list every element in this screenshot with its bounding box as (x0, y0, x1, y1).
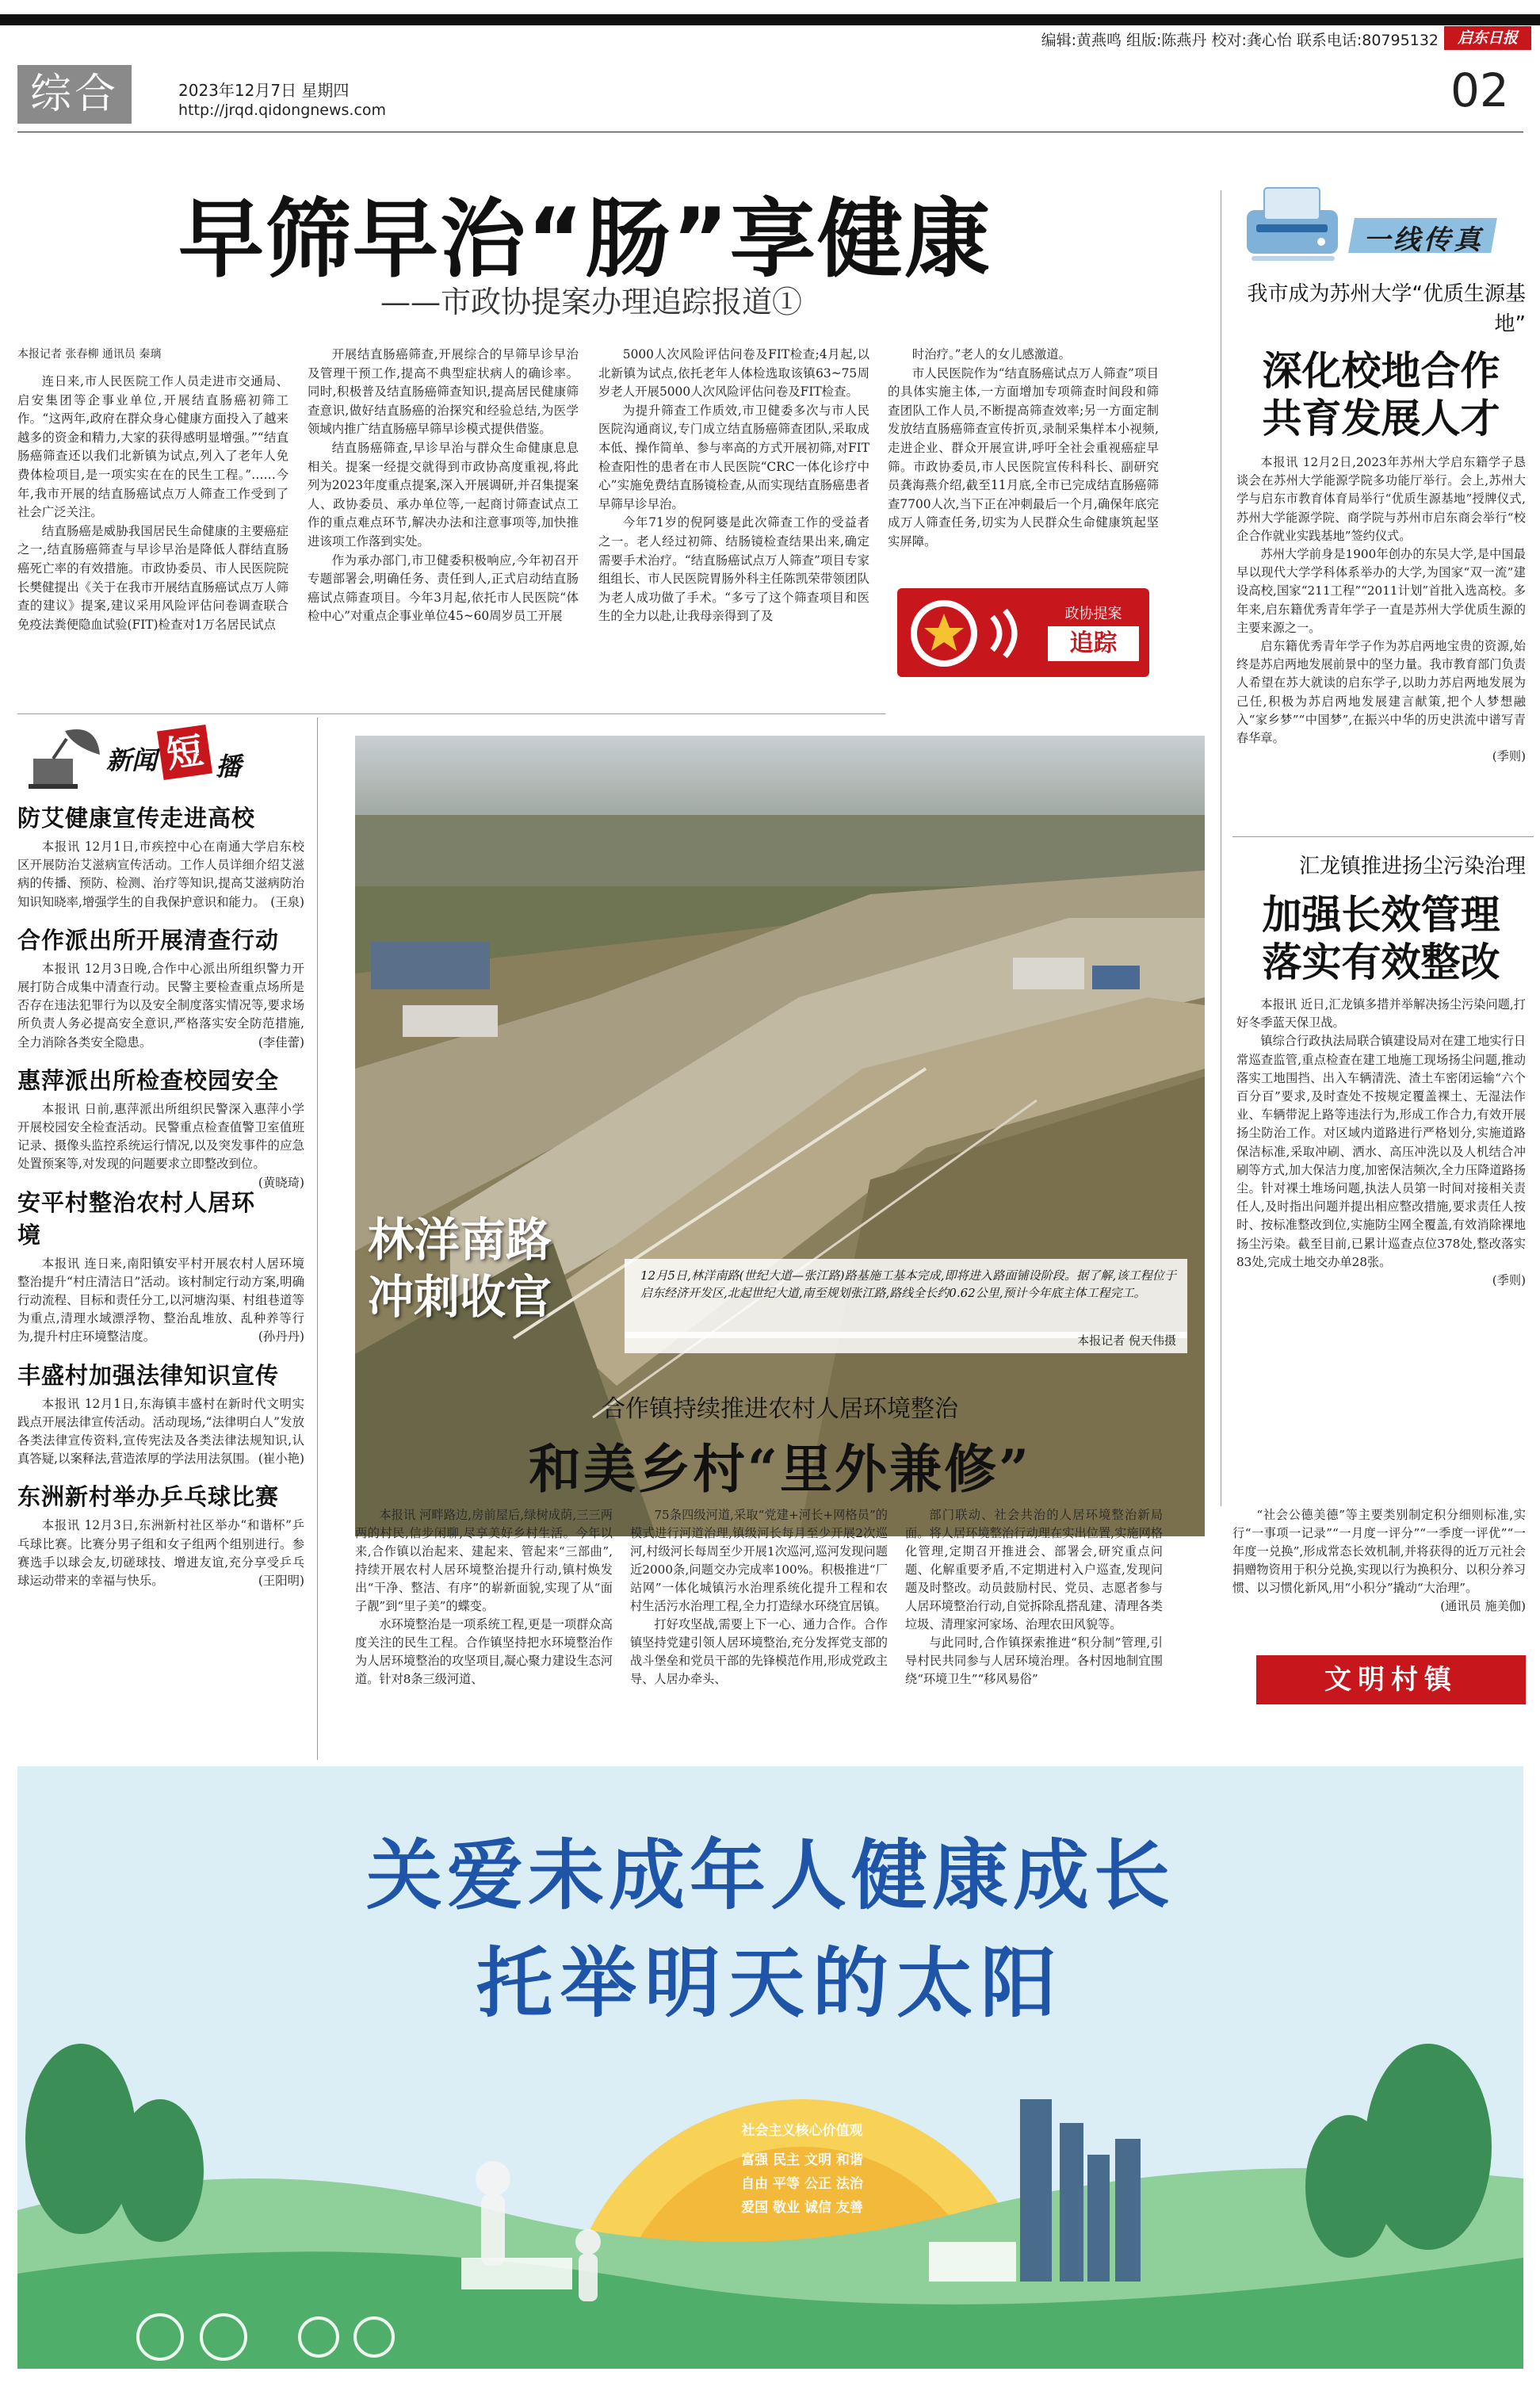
brief-author: (李佳蕾) (258, 1035, 304, 1050)
story2-title-2: 落实有效整改 (1262, 939, 1500, 985)
brief-item: 合作派出所开展清查行动 本报讯 12月3日晚,合作中心派出所组织警力开展打防合成集中清查行动。民警主要检查重点场所是否存在违法犯罪行为以及安全制度落实情况等,要求场所负责人务必提高安全意识,严格落实安全防范措施,全力消除各类安全隐患。 (李佳蕾) (17, 923, 304, 1052)
brief-author: (王阳明) (258, 1574, 304, 1589)
paragraph: 今年71岁的倪阿婆是此次筛查工作的受益者之一。老人经过初筛、结肠镜检查结果出来,确定需要手术治疗。“结直肠癌试点万人筛查”项目专家组组长、市人民医院胃肠外科主任陈凯荣带领团队为老人成功做了手术。“多亏了这个筛查项目和医生的全力以赴,让我母亲得到了及 (598, 515, 869, 624)
paragraph: 镇综合行政执法局联合镇建设局对在建工地实行日常巡查监管,重点检查在建工地施工现场扬尘问题,推动落实工地围挡、出入车辆清洗、渣土车密闭运输“六个百分百”要求,及时查处不按规定覆盖裸土、无湿法作业、车辆带泥上路等违法行为,形成工作合力,有效开展扬尘防治工作。对区域内道路进行严格划分,实施道路保洁标准,采取冲刷、洒水、高压冲洗以及人机结合冲刷等方式,加大保洁力度,加密保洁频次,全力压降道路扬尘。针对裸土堆场问题,执法人员第一时间对接相关责任人,及时指出问题并提出相应整改措施,要求责任人按时、按标准整改到位,实施防尘网全覆盖,有效消除裸地扬尘污染。截至目前,已累计巡查点位378处,整改落实83处,完成土地交办单28张。 (1236, 1034, 1526, 1269)
fax-machine-icon (1232, 178, 1351, 266)
brief-author: (黄晓琦) (258, 1175, 304, 1190)
banner-line-1: 关爱未成年人健康成长 (366, 1831, 1175, 1920)
lead-byline: 本报记者 张春柳 通讯员 秦璃 (17, 348, 162, 361)
brief-title: 防艾健康宣传走进高校 (17, 805, 256, 832)
story1-title-1: 深化校地合作 (1262, 348, 1500, 394)
brief-author: (孙丹丹) (258, 1329, 304, 1345)
signal-waves-icon (984, 607, 1032, 660)
story1-kicker: 我市成为苏州大学“优质生源基地” (1247, 282, 1526, 336)
photo-overlay-line-1: 林洋南路 (368, 1213, 552, 1267)
feature-title: 和美乡村“里外兼修” (529, 1438, 1031, 1500)
paragraph: “社会公德美德”等主要类别制定积分细则标准,实行“一事项一记录”“一月度一评分”“一季度一评优”“一年度一兑换”,形成常态长效机制,并将获得的近万元社会捐赠物资用于积分兑换,实现以行为换积分、以积分养习惯、以习惯化新风,用“小积分”撬动“大治理”。 (1232, 1508, 1526, 1595)
paragraph: 75条四级河道,采取“党建+河长+网格员”的模式进行河道治理,镇级河长每月至少开展2次巡河,村级河长每周至少开展1次巡河,巡河发现问题近2000条,问题交办完成率100%。积极推进“厂站网”一体化城镇污水治理系统化提升工程和农村生活污水治理工程,全力打造绿水环绕宜居镇。 (630, 1508, 888, 1613)
story2-author: (季则) (1492, 1273, 1526, 1288)
paragraph: 时治疗。”老人的女儿感激道。 (911, 347, 1072, 361)
frontline-header (1232, 178, 1534, 266)
news-briefs-logo-c: 播 (216, 752, 242, 782)
paragraph: 与此同时,合作镇探索推进“积分制”管理,引导村民共同参与人居环境治理。各村因地制宜围绕“环境卫生”“移风易俗” (905, 1635, 1163, 1686)
paragraph: 部门联动、社会共治的人居环境整治新局面。将人居环境整治行动理在实出位置,实施网格化管理,定期召开推进会、部署会,研究重点问题、化解重要矛盾,不定期进村入户巡查,发现问题及时整改。动员鼓励村民、党员、志愿者参与人居环境整治行动,自觉拆除乱搭乱建、清理各类垃圾、清理家河家场、治理农田风貌等。 (905, 1508, 1163, 1631)
brief-item: 东洲新村举办乒乓球比赛 本报讯 12月3日,东洲新村社区举办“和谐杯”乒乓球比赛。比赛分男子组和女子组两个组别进行。参赛选手以球会友,切磋球技、增进友谊,充分享受乒乓球运动带来的幸福与快乐。 (王阳明) (17, 1479, 304, 1590)
photo-overlay-line-2: 冲刺收官 (368, 1270, 552, 1324)
paragraph: 结直肠癌筛查,早诊早治与群众生命健康息息相关。提案一经提交就得到市政协高度重视,将此列为2023年度重点提案,深入开展调研,并召集提案人、政协委员、承办单位等,一起商讨筛查试点工作的重点难点环节,解决办法和注意事项等,加快推进该项工作落到实处。 (308, 440, 579, 549)
core-values-list (644, 2148, 961, 2220)
story2-kicker: 汇龙镇推进扬尘污染治理 (1298, 855, 1526, 878)
badge-top-label: 政协提案 (1064, 606, 1122, 622)
section-label: 综合 (17, 65, 132, 124)
paragraph: 本报讯 近日,汇龙镇多措并举解决扬尘污染问题,打好冬季蓝天保卫战。 (1236, 997, 1526, 1031)
story1-body (1236, 453, 1526, 766)
top-rule (0, 14, 1540, 25)
news-briefs-logo-b: 短 (157, 725, 212, 780)
brief-item: 丰盛村加强法律知识宣传 本报讯 12月1日,东海镇丰盛村在新时代文明实践点开展法律宣传活动。活动现场,“法律明白人”发放各类法律宣传资料,宣传宪法及各类法律法规知识,认真答疑,以案释法,营造浓厚的学法用法氛围。 (崔小艳) (17, 1358, 304, 1469)
lead-col-1 (17, 373, 289, 634)
photo-credit: 本报记者 倪天伟摄 (625, 1332, 1187, 1353)
core-values-row: 富强 民主 文明 和谐 (741, 2152, 863, 2168)
cppcc-tracking-badge (897, 588, 1149, 677)
public-service-banner (17, 1766, 1523, 2369)
news-briefs-logo-a: 新闻 (106, 745, 158, 775)
brief-item: 安平村整治农村人居环境 本报讯 连日来,南阳镇安平村开展农村人居环境整治提升“村庄清洁日”活动。该村制定行动方案,明确行动流程、目标和责任分工,以河塘沟渠、村组巷道等为重点,清理水域漂浮物、整治乱堆放、乱种养等行为,提升村庄环境整洁度。 (孙丹丹) (17, 1185, 304, 1347)
paragraph: 启东籍优秀青年学子作为苏启两地宝贵的资源,始终是苏启两地发展前景中的坚力量。我市教育部门负责人希望在苏大就读的启东学子,以助力苏启两地发展为己任,积极为苏启两地发展建言献策,把个人梦想融入“家乡梦”“中国梦”,在振兴中华的历史洪流中谱写青春华章。 (1236, 639, 1526, 746)
story2-body (1236, 996, 1526, 1290)
news-briefs-logo (17, 723, 319, 793)
core-values-title: 社会主义核心价值观 (741, 2123, 863, 2139)
paper-logo: 启东日报 (1444, 26, 1531, 50)
brief-title: 安平村整治农村人居环境 (17, 1188, 256, 1249)
brief-title: 惠萍派出所检查校园安全 (17, 1066, 280, 1094)
lead-subtitle: ——市政协提案办理追踪报道① (380, 285, 803, 319)
issue-date: 2023年12月7日 星期四 (178, 81, 350, 100)
core-values-row: 爱国 敬业 诚信 友善 (741, 2200, 863, 2216)
paragraph: 本报讯 河畔路边,房前屋后,绿树成荫,三三两两的村民,信步闲聊,尽享美好乡村生活。今年以来,合作镇以治起来、建起来、管起来“三部曲”,持续开展农村人居环境整治提升行动,镇村焕发出“干净、整洁、有序”的崭新面貌,实现了从“面子靓”到“里子美”的蝶变。 (355, 1508, 613, 1613)
banner-line-2: 托举明天的太阳 (476, 1939, 1064, 2028)
photo-caption-box (625, 1259, 1187, 1338)
brief-author: (王泉) (270, 894, 304, 909)
paragraph: 结直肠癌是威胁我国居民生命健康的主要癌症之一,结直肠癌筛查与早诊早治是降低人群结直肠癌死亡率的有效措施。市政协委员、市人民医院院长樊健提出《关于在我市开展结直肠癌试点万人筛查的建议》提案,建议采用风险评估问卷调查联合免疫法粪便隐血试验(FIT)检查对1万名居民试点 (17, 523, 289, 632)
lead-col-4 (888, 346, 1159, 552)
story1-author: (季则) (1492, 749, 1526, 764)
photo-caption: 12月5日,林洋南路(世纪大道—张江路)路基施工基本完成,即将进入路面铺设阶段。据了解,该工程位于启东经济开发区,北起世纪大道,南至规划张江路,路线全长约0.62公里,预计今年底主体工程完工。 (640, 1268, 1176, 1300)
paragraph: 市人民医院作为“结直肠癌试点万人筛查”项目的具体实施主体,一方面增加专项筛查时间段和筛查团队工作人员,不断提高筛查效率;另一方面定制发放结直肠癌筛查宣传折页,录制采集样本小视频,走进企业、群众开展宣讲,呼吁全社会重视癌症早筛。市政协委员,市人民医院宣传科科长、副研究员龚海燕介绍,截至11月底,全市已完成结直肠癌筛查7700人次,当下正在冲刺最后一个月,确保年底完成万人筛查任务,切实为人民群众生命健康筑起坚实屏障。 (888, 365, 1159, 549)
cppcc-emblem-icon (908, 598, 980, 669)
gramophone-icon (17, 723, 105, 793)
brief-title: 东洲新村举办乒乓球比赛 (17, 1483, 280, 1511)
paragraph: 开展结直肠癌筛查,开展综合的早筛早诊早治及管理干预工作,提高不典型症状病人的确诊率。同时,积极普及结直肠癌筛查知识,提高居民健康筛查意识,做好结直肠癌的治探究和经验总结,为医学领域内推广结直肠癌早筛早诊模式提供借鉴。 (308, 347, 579, 437)
page-number: 02 (1450, 63, 1509, 117)
paragraph: 为提升筛查工作质效,市卫健委多次与市人民医院沟通商议,专门成立结直肠癌筛查团队,采取成本低、操作简单、参与率高的方式开展初筛,对FIT检查阳性的患者在市人民医院“CRC一体化诊疗中心”实施免费结直肠镜检查,从而实现结直肠癌患者早筛早诊早治。 (598, 403, 869, 511)
news-briefs-column (17, 801, 304, 1590)
story2-title-1: 加强长效管理 (1262, 892, 1500, 938)
editor-line: 编辑:黄燕鸣 组版:陈燕丹 校对:龚心怡 联系电话:80795132 (1041, 32, 1439, 49)
story1-title-2: 共育发展人才 (1262, 396, 1500, 442)
paragraph: 苏州大学前身是1900年创办的东吴大学,是中国最早以现代大学学科体系举办的大学,为国家“双一流”建设高校,国家“211工程”“2011计划”首批入选高校。多年来,启东籍优秀青年学子一直是苏州大学优质生源的主要来源之一。 (1236, 547, 1526, 635)
paragraph: 本报讯 12月2日,2023年苏州大学启东籍学子恳谈会在苏州大学能源学院多功能厅举行。会上,苏州大学与启东市教育体育局举行“优质生源基地”授牌仪式,苏州大学能源学院、商学院与苏州市启东商会举行“校企合作就业实践基地”签约仪式。 (1236, 455, 1526, 543)
civilized-village-badge: 文明村镇 (1256, 1655, 1526, 1704)
brief-item: 防艾健康宣传走进高校 本报讯 12月1日,市疾控中心在南通大学启东校区开展防治艾滋病宣传活动。工作人员详细介绍艾滋病的传播、预防、检测、治疗等知识,提高艾滋病防治知识知晓率,增强学生的自我保护意识和能力。 (王泉) (17, 801, 304, 912)
feature-col-2 (630, 1506, 888, 1689)
site-url[interactable]: http://jrqd.qidongnews.com (178, 101, 387, 119)
core-values-row: 自由 平等 公正 法治 (741, 2176, 863, 2192)
brief-title: 合作派出所开展清查行动 (17, 926, 280, 954)
feature-kicker: 合作镇持续推进农村人居环境整治 (602, 1395, 958, 1423)
feature-author: (通讯员 施美伽) (1440, 1599, 1526, 1613)
lead-col-2 (308, 346, 579, 626)
feature-col-4 (1232, 1506, 1526, 1616)
paragraph: 打好攻坚战,需要上下一心、通力合作。合作镇坚持党建引领人居环境整治,充分发挥党支部的战斗堡垒和党员干部的先锋模范作用,形成党政主导、人居办牵头、 (630, 1617, 888, 1686)
lead-title: 早筛早治“肠”享健康 (178, 190, 992, 289)
photo-overlay-title (368, 1211, 552, 1325)
frontline-header-label: 一线传真 (1363, 224, 1484, 256)
feature-col-3 (905, 1506, 1163, 1689)
paragraph: 连日来,市人民医院工作人员走进市交通局、启安集团等企事业单位,开展结直肠癌初筛工作。“这两年,政府在群众身心健康方面投入了越来越多的资金和精力,大家的获得感明显增强。”“结直肠癌筛查还以我们北新镇为试点,列入了老年人免费体检项目,是一项实实在在的民生工程。”……今年,我市开展的结直肠癌试点万人筛查工作受到了社会广泛关注。 (17, 374, 289, 520)
paragraph: 5000人次风险评估问卷及FIT检查;4月起,以北新镇为试点,依托老年人体检选取该镇63~75周岁老人开展5000人次风险评估问卷及FIT检查。 (598, 347, 869, 400)
paragraph: 作为承办部门,市卫健委积极响应,今年初召开专题部署会,明确任务、责任到人,正式启动结直肠癌试点筛查项目。今年3月起,依托市人民医院“体检中心”对重点企事业单位45~60周岁员工开展 (308, 553, 579, 624)
feature-col-1 (355, 1506, 613, 1689)
badge-bottom-label: 追踪 (1048, 626, 1139, 661)
brief-title: 丰盛村加强法律知识宣传 (17, 1361, 280, 1389)
brief-item: 惠萍派出所检查校园安全 本报讯 日前,惠萍派出所组织民警深入惠萍小学开展校园安全检查活动。民警重点检查值警卫室值班记录、摄像头监控系统运行情况,以及突发事件的应急处置预案等,对发现的问题要求立即整改到位。 (黄晓琦) (17, 1063, 304, 1174)
brief-author: (崔小艳) (258, 1452, 304, 1467)
lead-col-3 (598, 346, 869, 626)
paragraph: 水环境整治是一项系统工程,更是一项群众高度关注的民生工程。合作镇坚持把水环境整治作为人居环境整治的攻坚项目,凝心聚力建设生态河道。针对8条三级河道、 (355, 1617, 613, 1686)
